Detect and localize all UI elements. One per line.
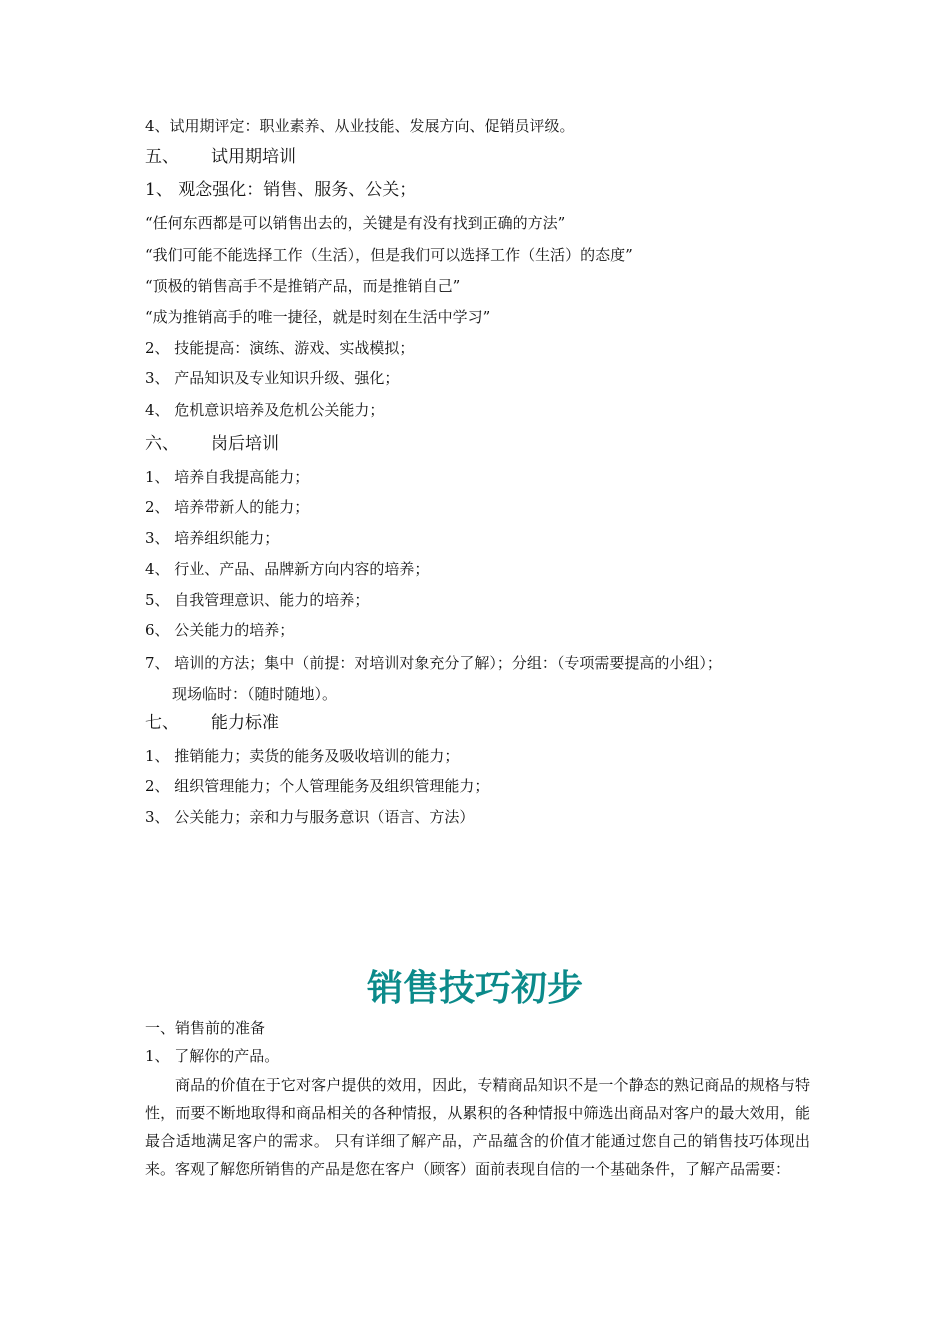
quote-3: “顶极的销售高手不是推销产品，而是推销自己” xyxy=(145,277,461,295)
heading-six-text: 岗后培训 xyxy=(211,434,279,454)
heading-six xyxy=(145,434,279,454)
post-training-item-3: 3、 培养组织能力； xyxy=(145,529,280,547)
standard-item-1: 1、 推销能力；卖货的能务及吸收培训的能力； xyxy=(145,747,460,765)
standard-item-2: 2、 组织管理能力；个人管理能务及组织管理能力； xyxy=(145,777,490,795)
post-training-item-1: 1、 培养自我提高能力； xyxy=(145,468,310,486)
quote-1: “任何东西都是可以销售出去的，关键是有没有找到正确的方法” xyxy=(145,214,566,232)
quote-4: “成为推销高手的唯一捷径，就是时刻在生活中学习” xyxy=(145,308,491,326)
post-training-item-7-continued: 现场临时：（随时随地）。 xyxy=(172,685,338,703)
post-training-item-2: 2、 培养带新人的能力； xyxy=(145,498,310,516)
standard-item-3: 3、 公关能力；亲和力与服务意识（语言、方法） xyxy=(145,808,475,826)
product-paragraph: 商品的价值在于它对客户提供的效用，因此，专精商品知识不是一个静态的熟记商品的规格与特性，而要不断地取得和商品相关的各种情报，从累积的各种情报中筛选出商品对客户的最大效用，能最合适地满足客户的需求。 只有详细了解产品，产品蕴含的价值才能通过您自己的销售技巧体现出来。客观了解您所销售的产品是您在客户（顾客）面前表现自信的一个基础条件，了解产品需要： xyxy=(145,1076,810,1178)
concept-item-1: 1、 观念强化：销售、服务、公关； xyxy=(145,180,417,200)
heading-seven-text: 能力标准 xyxy=(211,713,279,733)
heading-six-number: 六、 xyxy=(145,434,179,454)
quote-2: “我们可能不能选择工作（生活），但是我们可以选择工作（生活）的态度” xyxy=(145,246,633,264)
heading-five-number: 五、 xyxy=(145,147,179,167)
post-training-item-4: 4、 行业、产品、品牌新方向内容的培养； xyxy=(145,560,430,578)
heading-seven-number: 七、 xyxy=(145,713,179,733)
heading-five-text: 试用期培训 xyxy=(211,147,296,167)
post-training-item-5: 5、 自我管理意识、能力的培养； xyxy=(145,591,370,609)
prep-heading: 一、销售前的准备 xyxy=(145,1019,266,1037)
heading-seven xyxy=(145,713,279,733)
sales-skills-title: 销售技巧初步 xyxy=(366,968,583,1009)
knowledge-item-3: 3、 产品知识及专业知识升级、强化； xyxy=(145,369,400,387)
post-training-item-7: 7、 培训的方法；集中（前提：对培训对象充分了解）；分组：（专项需要提高的小组）； xyxy=(145,654,722,672)
know-product-heading: 1、 了解你的产品。 xyxy=(145,1047,280,1065)
post-training-item-6: 6、 公关能力的培养； xyxy=(145,621,295,639)
heading-five xyxy=(145,147,296,167)
skill-item-2: 2、 技能提高：演练、游戏、实战模拟； xyxy=(145,339,415,357)
crisis-item-4: 4、 危机意识培养及危机公关能力； xyxy=(145,401,385,419)
eval-item-4: 4、试用期评定：职业素养、从业技能、发展方向、促销员评级。 xyxy=(145,117,575,135)
